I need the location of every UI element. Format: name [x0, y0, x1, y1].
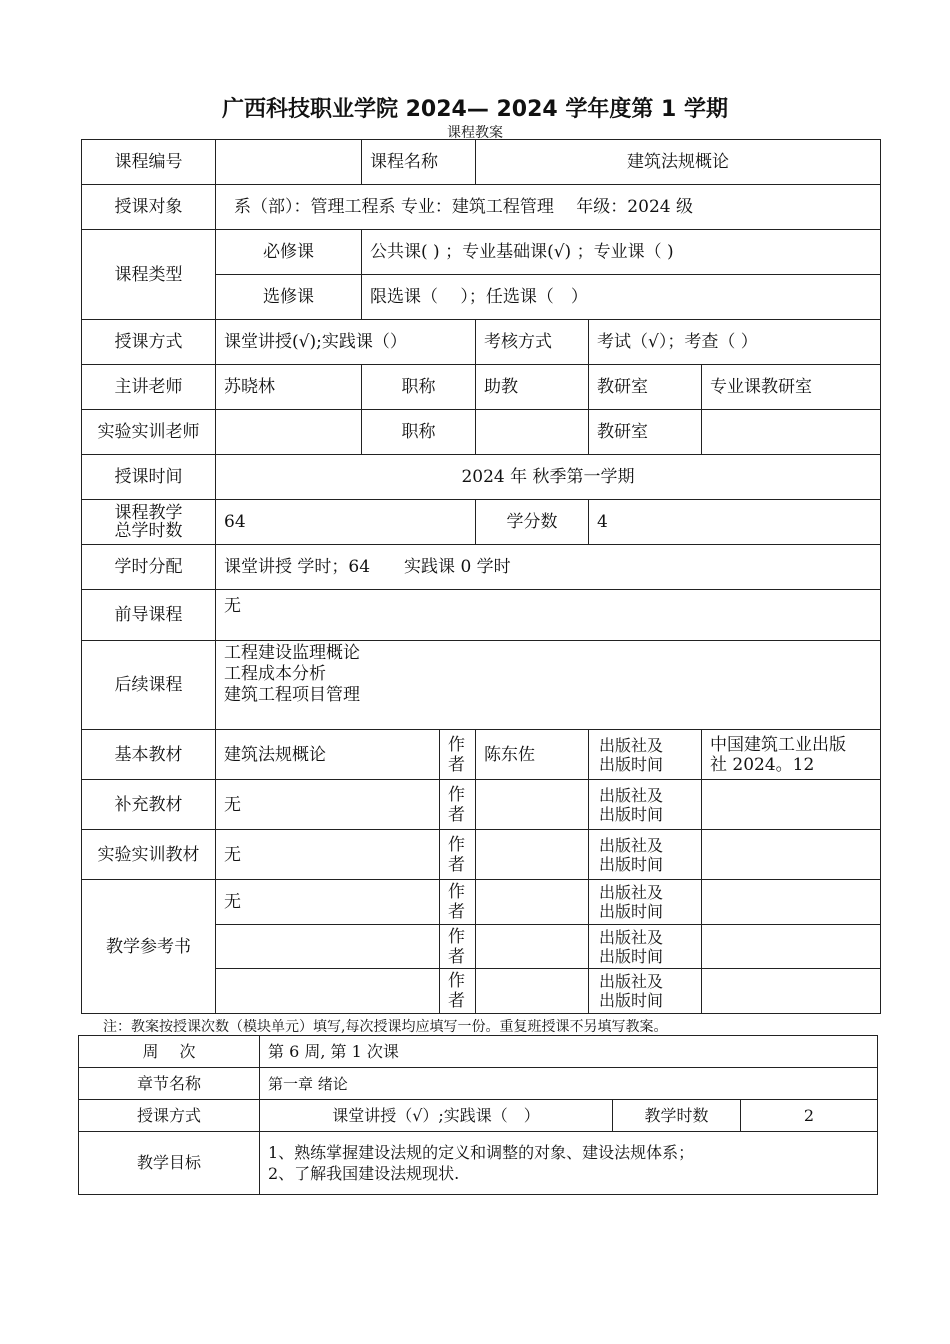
split-label: 学时分配 [82, 545, 216, 590]
office-value: 专业课教研室 [702, 365, 881, 410]
textbook-value: 建筑法规概论 [216, 730, 440, 780]
office-label: 教研室 [589, 365, 702, 410]
teacher-value: 苏晓林 [216, 365, 362, 410]
hours-label-line: 总学时数 [114, 521, 183, 541]
publisher-label [589, 969, 702, 1014]
code-label: 课程编号 [82, 140, 216, 185]
ref-value [216, 969, 440, 1014]
publisher-label-line: 出版社及 [599, 785, 664, 805]
title-label: 职称 [362, 365, 476, 410]
chapter-label: 章节名称 [79, 1068, 260, 1100]
ref-author [476, 969, 589, 1014]
prereq-value: 无 [216, 590, 881, 641]
code-value [216, 140, 362, 185]
page-subtitle: 课程教案 [447, 125, 503, 141]
lab-teacher-value [216, 410, 362, 455]
author-label: 作者 [440, 780, 476, 830]
elective-label: 选修课 [216, 275, 362, 320]
time-label: 授课时间 [82, 455, 216, 500]
supp-author [476, 780, 589, 830]
publisher-line: 社 2024。12 [710, 754, 815, 775]
publisher-label-line: 出版时间 [599, 854, 664, 874]
required-label: 必修课 [216, 230, 362, 275]
publisher-label-line: 出版时间 [599, 804, 664, 824]
followup-item: 建筑工程项目管理 [224, 685, 360, 705]
session-mode-label: 授课方式 [79, 1100, 260, 1132]
type-label: 课程类型 [82, 230, 216, 320]
publisher-label-line: 出版社及 [599, 835, 664, 855]
publisher-label [589, 780, 702, 830]
author-label: 作者 [440, 880, 476, 925]
supp-label: 补充教材 [82, 780, 216, 830]
title-value: 助教 [476, 365, 589, 410]
author-label: 作者 [440, 969, 476, 1014]
required-value: 公共课( ) ；专业基础课(√) ；专业课（ ) [362, 230, 881, 275]
followup-item: 工程建设监理概论 [224, 643, 360, 663]
assess-value: 考试（√）；考查（ ） [589, 320, 881, 365]
author-label: 作者 [440, 830, 476, 880]
lab-teacher-label: 实验实训老师 [82, 410, 216, 455]
publisher-label-line: 出版社及 [599, 972, 664, 991]
week-label: 周 次 [79, 1036, 260, 1068]
goal-item: 2、了解我国建设法规现状. [268, 1164, 460, 1183]
session-table [78, 1035, 878, 1195]
textbook-label: 基本教材 [82, 730, 216, 780]
credit-label: 学分数 [476, 500, 589, 545]
lab-book-publisher [702, 830, 881, 880]
followup-item: 工程成本分析 [224, 664, 326, 684]
mode-label: 授课方式 [82, 320, 216, 365]
publisher-label [589, 830, 702, 880]
ref-value [216, 925, 440, 969]
lab-office-value [702, 410, 881, 455]
hours-value: 64 [216, 500, 476, 545]
course-info-table [81, 139, 881, 1014]
lab-office-label: 教研室 [589, 410, 702, 455]
audience-label: 授课对象 [82, 185, 216, 230]
goal-list [260, 1132, 878, 1195]
session-hours-label: 教学时数 [613, 1100, 741, 1132]
time-value: 2024 年 秋季第一学期 [216, 455, 881, 500]
audience-value: 系（部）：管理工程系 专业：建筑工程管理 年级：2024 级 [216, 185, 881, 230]
goal-item: 1、熟练掌握建设法规的定义和调整的对象、建设法规体系； [268, 1143, 695, 1162]
hours-label-line: 课程教学 [114, 503, 183, 523]
ref-label: 教学参考书 [82, 880, 216, 1014]
lab-title-value [476, 410, 589, 455]
ref-value: 无 [216, 880, 440, 925]
publisher-label [589, 730, 702, 780]
credit-value: 4 [589, 500, 881, 545]
page-title: 广西科技职业学院 2024— 2024 学年度第 1 学期 [221, 97, 729, 122]
lab-title-label: 职称 [362, 410, 476, 455]
lab-book-author [476, 830, 589, 880]
textbook-publisher [702, 730, 881, 780]
split-value: 课堂讲授 学时；64 实践课 0 学时 [216, 545, 881, 590]
chapter-value: 第一章 绪论 [260, 1068, 878, 1100]
publisher-label-line: 出版时间 [599, 754, 664, 774]
publisher-label-line: 出版社及 [599, 883, 664, 902]
footnote: 注：教案按授课次数（模块单元）填写,每次授课均应填写一份。重复班授课不另填写教案。 [103, 1019, 668, 1035]
mode-value: 课堂讲授(√);实践课（） [216, 320, 476, 365]
lab-book-label: 实验实训教材 [82, 830, 216, 880]
name-label: 课程名称 [362, 140, 476, 185]
publisher-label [589, 925, 702, 969]
publisher-line: 中国建筑工业出版 [710, 734, 846, 755]
ref-publisher [702, 925, 881, 969]
publisher-label-line: 出版时间 [599, 946, 664, 966]
ref-author [476, 925, 589, 969]
followup-list [216, 641, 881, 730]
textbook-author: 陈东佐 [476, 730, 589, 780]
assess-label: 考核方式 [476, 320, 589, 365]
publisher-label-line: 出版社及 [599, 735, 664, 755]
session-mode-value: 课堂讲授（√）;实践课（ ） [260, 1100, 613, 1132]
publisher-label-line: 出版时间 [599, 902, 664, 921]
followup-label: 后续课程 [82, 641, 216, 730]
prereq-label: 前导课程 [82, 590, 216, 641]
teacher-label: 主讲老师 [82, 365, 216, 410]
author-label: 作者 [440, 925, 476, 969]
week-value: 第 6 周, 第 1 次课 [260, 1036, 878, 1068]
name-value: 建筑法规概论 [476, 140, 881, 185]
author-label: 作者 [440, 730, 476, 780]
goal-label: 教学目标 [79, 1132, 260, 1195]
hours-label [82, 500, 216, 545]
publisher-label [589, 880, 702, 925]
lab-book-value: 无 [216, 830, 440, 880]
session-hours-value: 2 [741, 1100, 878, 1132]
ref-publisher [702, 969, 881, 1014]
publisher-label-line: 出版时间 [599, 991, 664, 1010]
ref-publisher [702, 880, 881, 925]
supp-value: 无 [216, 780, 440, 830]
elective-value: 限选课（ ）；任选课（ ） [362, 275, 881, 320]
supp-publisher [702, 780, 881, 830]
ref-author [476, 880, 589, 925]
publisher-label-line: 出版社及 [599, 927, 664, 947]
